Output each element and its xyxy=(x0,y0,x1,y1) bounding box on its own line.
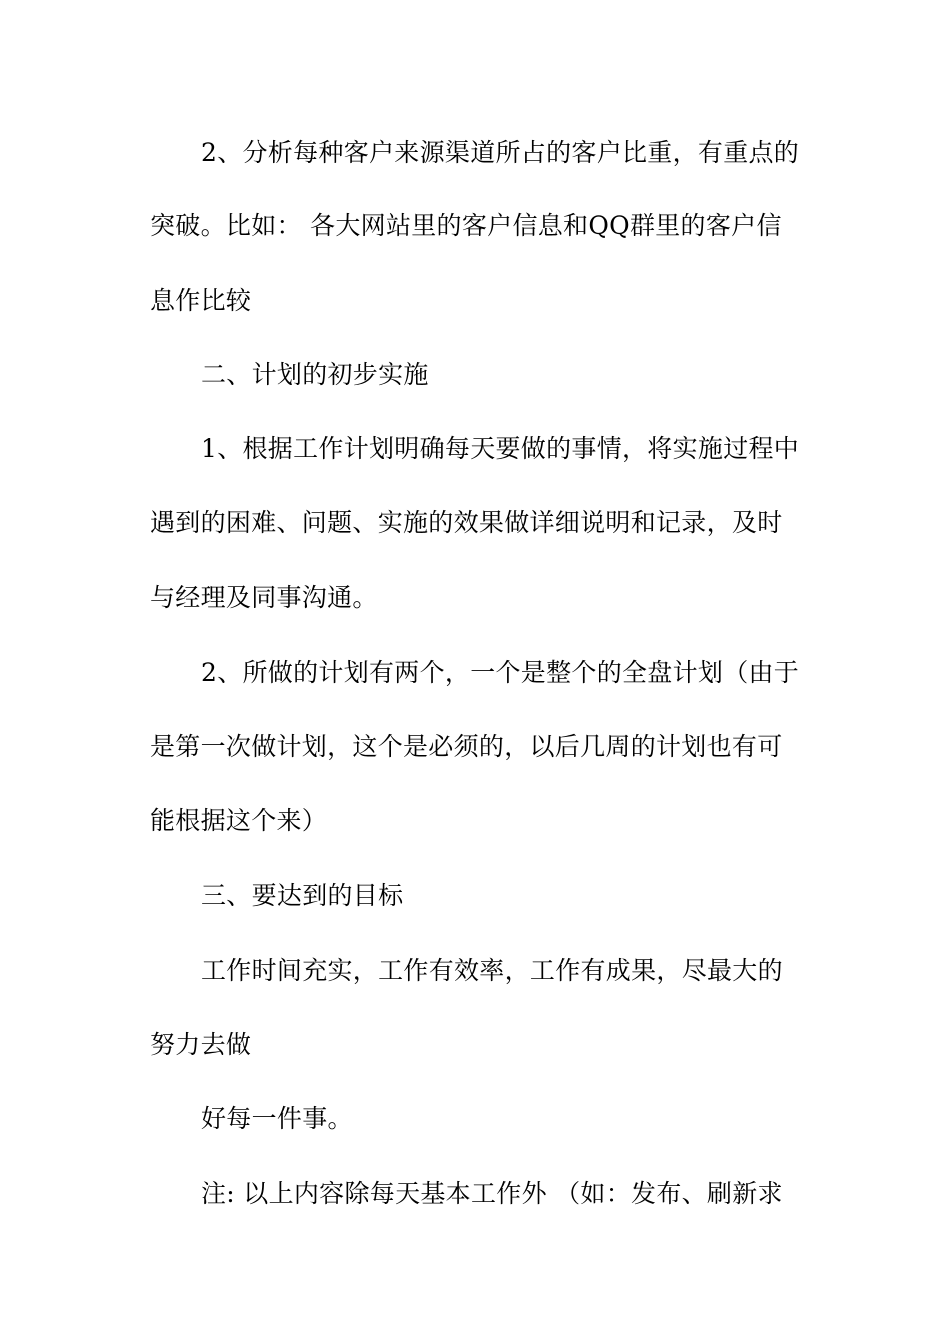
section-heading: 三、要达到的目标 xyxy=(201,881,404,910)
paragraph-line: 工作时间充实，工作有效率，工作有成果，尽最大的 xyxy=(201,956,783,985)
paragraph-line: 能根据这个来） xyxy=(150,806,328,835)
note-line: 注: 以上内容除每天基本工作外 （如：发布、刷新求 xyxy=(201,1179,783,1208)
paragraph-line: 遇到的困难、问题、实施的效果做详细说明和记录，及时 xyxy=(150,508,783,537)
paragraph-line: 息作比较 xyxy=(150,286,252,315)
paragraph-line: 努力去做 xyxy=(150,1030,252,1059)
paragraph-line: 与经理及同事沟通。 xyxy=(150,583,378,612)
paragraph-line: 2、分析每种客户来源渠道所占的客户比重，有重点的 xyxy=(201,138,800,167)
paragraph-line: 突破。比如： 各大网站里的客户信息和QQ群里的客户信 xyxy=(150,211,782,240)
paragraph-line: 是第一次做计划，这个是必须的，以后几周的计划也有可 xyxy=(150,732,783,761)
paragraph-line: 1、根据工作计划明确每天要做的事情，将实施过程中 xyxy=(201,434,800,463)
paragraph-line: 好每一件事。 xyxy=(201,1104,353,1133)
section-heading: 二、计划的初步实施 xyxy=(201,360,429,389)
paragraph-line: 2、所做的计划有两个，一个是整个的全盘计划（由于 xyxy=(201,658,800,687)
